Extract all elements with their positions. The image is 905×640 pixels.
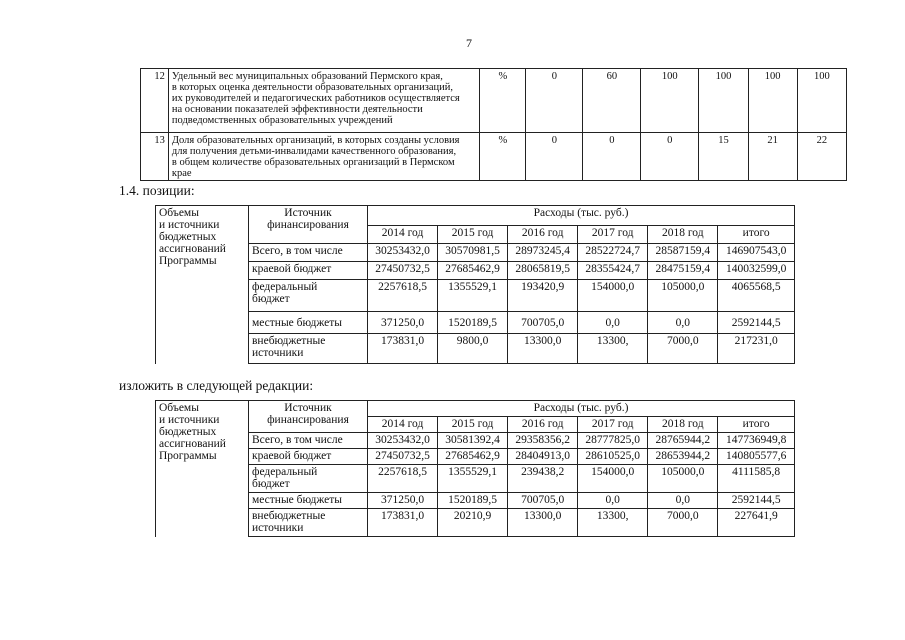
section-heading-new: изложить в следующей редакции:	[119, 378, 314, 393]
value-cell: 27685462,9	[438, 262, 508, 280]
value-cell: 13300,	[578, 334, 648, 364]
table-row	[156, 509, 795, 537]
value-cell: 28777825,0	[578, 433, 648, 449]
text-line: в которых оценка деятельности образовательных организаций,	[171, 82, 454, 93]
value-cell: 700705,0	[508, 312, 578, 334]
indicators-table	[140, 68, 847, 181]
value-cell: 28475159,4	[648, 262, 718, 280]
value-cell: 173831,0	[368, 334, 438, 364]
text-line: источники	[252, 347, 304, 359]
value-cell: 4111585,8	[718, 465, 795, 493]
value-cell: 28973245,4	[508, 244, 578, 262]
value-cell: 146907543,0	[718, 244, 795, 262]
row-number: 12	[141, 69, 169, 133]
page-number: 7	[466, 36, 472, 50]
value-cell: 100	[748, 69, 797, 133]
value-cell: 13300,0	[508, 334, 578, 364]
row-number: 13	[141, 133, 169, 181]
value-cell: 28610525,0	[578, 449, 648, 465]
value-cell: 371250,0	[368, 312, 438, 334]
value-cell: 27450732,5	[368, 449, 438, 465]
year-header: 2014 год	[368, 417, 438, 433]
table-row	[156, 493, 795, 509]
text-line: ассигнований	[159, 243, 226, 255]
value-cell: 371250,0	[368, 493, 438, 509]
text-line: их руководителей и педагогических работников осуществляется	[171, 93, 460, 104]
text-line: и источники	[159, 219, 220, 231]
source-cell: краевой бюджет	[249, 449, 368, 465]
value-cell: 154000,0	[578, 280, 648, 312]
value-cell: 13300,0	[508, 509, 578, 537]
value-cell: 2592144,5	[718, 493, 795, 509]
expenses-header: Расходы (тыс. руб.)	[368, 206, 795, 226]
finance-table-new	[155, 400, 795, 537]
text-line: Источник	[284, 402, 332, 414]
source-cell	[249, 280, 368, 312]
text-line: финансирования	[267, 414, 349, 426]
value-cell: 28765944,2	[648, 433, 718, 449]
text-line: в общем количестве образовательных организаций в Пермском крае	[171, 157, 455, 179]
finance-table-old	[155, 205, 795, 364]
value-cell: 13300,	[578, 509, 648, 537]
text-line: Доля образовательных организаций, в которых созданы условия	[171, 135, 460, 146]
year-header: 2016 год	[508, 417, 578, 433]
text-line: федеральный	[252, 466, 318, 478]
value-cell: 193420,9	[508, 280, 578, 312]
value-cell: 21	[748, 133, 797, 181]
value-cell: 30581392,4	[438, 433, 508, 449]
value-cell: 0,0	[648, 493, 718, 509]
source-header	[249, 401, 368, 433]
table-row	[156, 244, 795, 262]
unit-cell: %	[480, 133, 526, 181]
value-cell: 239438,2	[508, 465, 578, 493]
value-cell: 60	[583, 69, 641, 133]
value-cell: 2257618,5	[368, 280, 438, 312]
side-caption	[156, 401, 249, 537]
year-header: 2014 год	[368, 226, 438, 244]
expenses-header: Расходы (тыс. руб.)	[368, 401, 795, 417]
source-cell: местные бюджеты	[249, 493, 368, 509]
source-cell: местные бюджеты	[249, 312, 368, 334]
text-line: Источник	[284, 207, 332, 219]
text-line: бюджетных	[159, 231, 217, 243]
text-line: внебюджетные	[252, 335, 326, 347]
value-cell: 105000,0	[648, 465, 718, 493]
year-header: 2016 год	[508, 226, 578, 244]
text-line: источники	[252, 522, 304, 534]
table-row	[156, 465, 795, 493]
source-cell: краевой бюджет	[249, 262, 368, 280]
text-line: бюджетных	[159, 426, 217, 438]
text-line: и источники	[159, 414, 220, 426]
table-row	[141, 133, 847, 181]
text-line: Объемы	[159, 207, 199, 219]
value-cell: 7000,0	[648, 509, 718, 537]
value-cell: 0	[526, 69, 583, 133]
value-cell: 4065568,5	[718, 280, 795, 312]
value-cell: 140032599,0	[718, 262, 795, 280]
year-header: 2017 год	[578, 417, 648, 433]
value-cell: 30253432,0	[368, 433, 438, 449]
year-header: итого	[718, 226, 795, 244]
value-cell: 217231,0	[718, 334, 795, 364]
table-header-row	[156, 206, 795, 226]
text-line: Объемы	[159, 402, 199, 414]
value-cell: 28587159,4	[648, 244, 718, 262]
value-cell: 1355529,1	[438, 280, 508, 312]
source-cell	[249, 509, 368, 537]
source-cell: Всего, в том числе	[249, 244, 368, 262]
year-header: 2015 год	[438, 226, 508, 244]
table-row	[156, 334, 795, 364]
value-cell: 1355529,1	[438, 465, 508, 493]
text-line: бюджет	[252, 478, 290, 490]
value-cell: 28065819,5	[508, 262, 578, 280]
text-line: Удельный вес муниципальных образований Пермского края,	[171, 71, 443, 82]
section-heading-old: 1.4. позиции:	[119, 183, 195, 198]
year-header: 2015 год	[438, 417, 508, 433]
text-line: финансирования	[267, 219, 349, 231]
indicator-name	[168, 133, 480, 181]
year-header: 2017 год	[578, 226, 648, 244]
value-cell: 27685462,9	[438, 449, 508, 465]
value-cell: 9800,0	[438, 334, 508, 364]
value-cell: 28404913,0	[508, 449, 578, 465]
table-row	[156, 280, 795, 312]
text-line: бюджет	[252, 293, 290, 305]
year-header: 2018 год	[648, 417, 718, 433]
value-cell: 0	[641, 133, 699, 181]
value-cell: 27450732,5	[368, 262, 438, 280]
value-cell: 0	[526, 133, 583, 181]
value-cell: 173831,0	[368, 509, 438, 537]
value-cell: 29358356,2	[508, 433, 578, 449]
text-line: на основании показателей эффективности деятельности	[171, 104, 423, 115]
text-line: внебюджетные	[252, 510, 326, 522]
table-row	[141, 69, 847, 133]
value-cell: 100	[797, 69, 846, 133]
value-cell: 140805577,6	[718, 449, 795, 465]
value-cell: 154000,0	[578, 465, 648, 493]
source-cell: Всего, в том числе	[249, 433, 368, 449]
text-line: федеральный	[252, 281, 318, 293]
table-row	[156, 433, 795, 449]
value-cell: 700705,0	[508, 493, 578, 509]
source-cell	[249, 334, 368, 364]
unit-cell: %	[480, 69, 526, 133]
value-cell: 7000,0	[648, 334, 718, 364]
table-row	[156, 262, 795, 280]
table-row	[156, 312, 795, 334]
value-cell: 147736949,8	[718, 433, 795, 449]
value-cell: 0,0	[648, 312, 718, 334]
value-cell: 28355424,7	[578, 262, 648, 280]
value-cell: 0,0	[578, 312, 648, 334]
value-cell: 22	[797, 133, 846, 181]
value-cell: 30570981,5	[438, 244, 508, 262]
value-cell: 100	[641, 69, 699, 133]
value-cell: 15	[699, 133, 748, 181]
year-header: итого	[718, 417, 795, 433]
text-line: ассигнований	[159, 438, 226, 450]
table-header-row	[156, 401, 795, 417]
value-cell: 20210,9	[438, 509, 508, 537]
side-caption	[156, 206, 249, 364]
value-cell: 2257618,5	[368, 465, 438, 493]
table-row	[156, 449, 795, 465]
value-cell: 0,0	[578, 493, 648, 509]
value-cell: 105000,0	[648, 280, 718, 312]
value-cell: 28522724,7	[578, 244, 648, 262]
text-line: Программы	[159, 255, 217, 267]
year-header: 2018 год	[648, 226, 718, 244]
source-cell	[249, 465, 368, 493]
value-cell: 1520189,5	[438, 312, 508, 334]
value-cell: 0	[583, 133, 641, 181]
value-cell: 2592144,5	[718, 312, 795, 334]
source-header	[249, 206, 368, 244]
value-cell: 227641,9	[718, 509, 795, 537]
value-cell: 100	[699, 69, 748, 133]
text-line: Программы	[159, 450, 217, 462]
text-line: для получения детьми-инвалидами качественного образования,	[171, 146, 457, 157]
indicator-name	[168, 69, 480, 133]
value-cell: 1520189,5	[438, 493, 508, 509]
value-cell: 28653944,2	[648, 449, 718, 465]
value-cell: 30253432,0	[368, 244, 438, 262]
text-line: подведомственных образовательных учреждений	[171, 115, 393, 126]
